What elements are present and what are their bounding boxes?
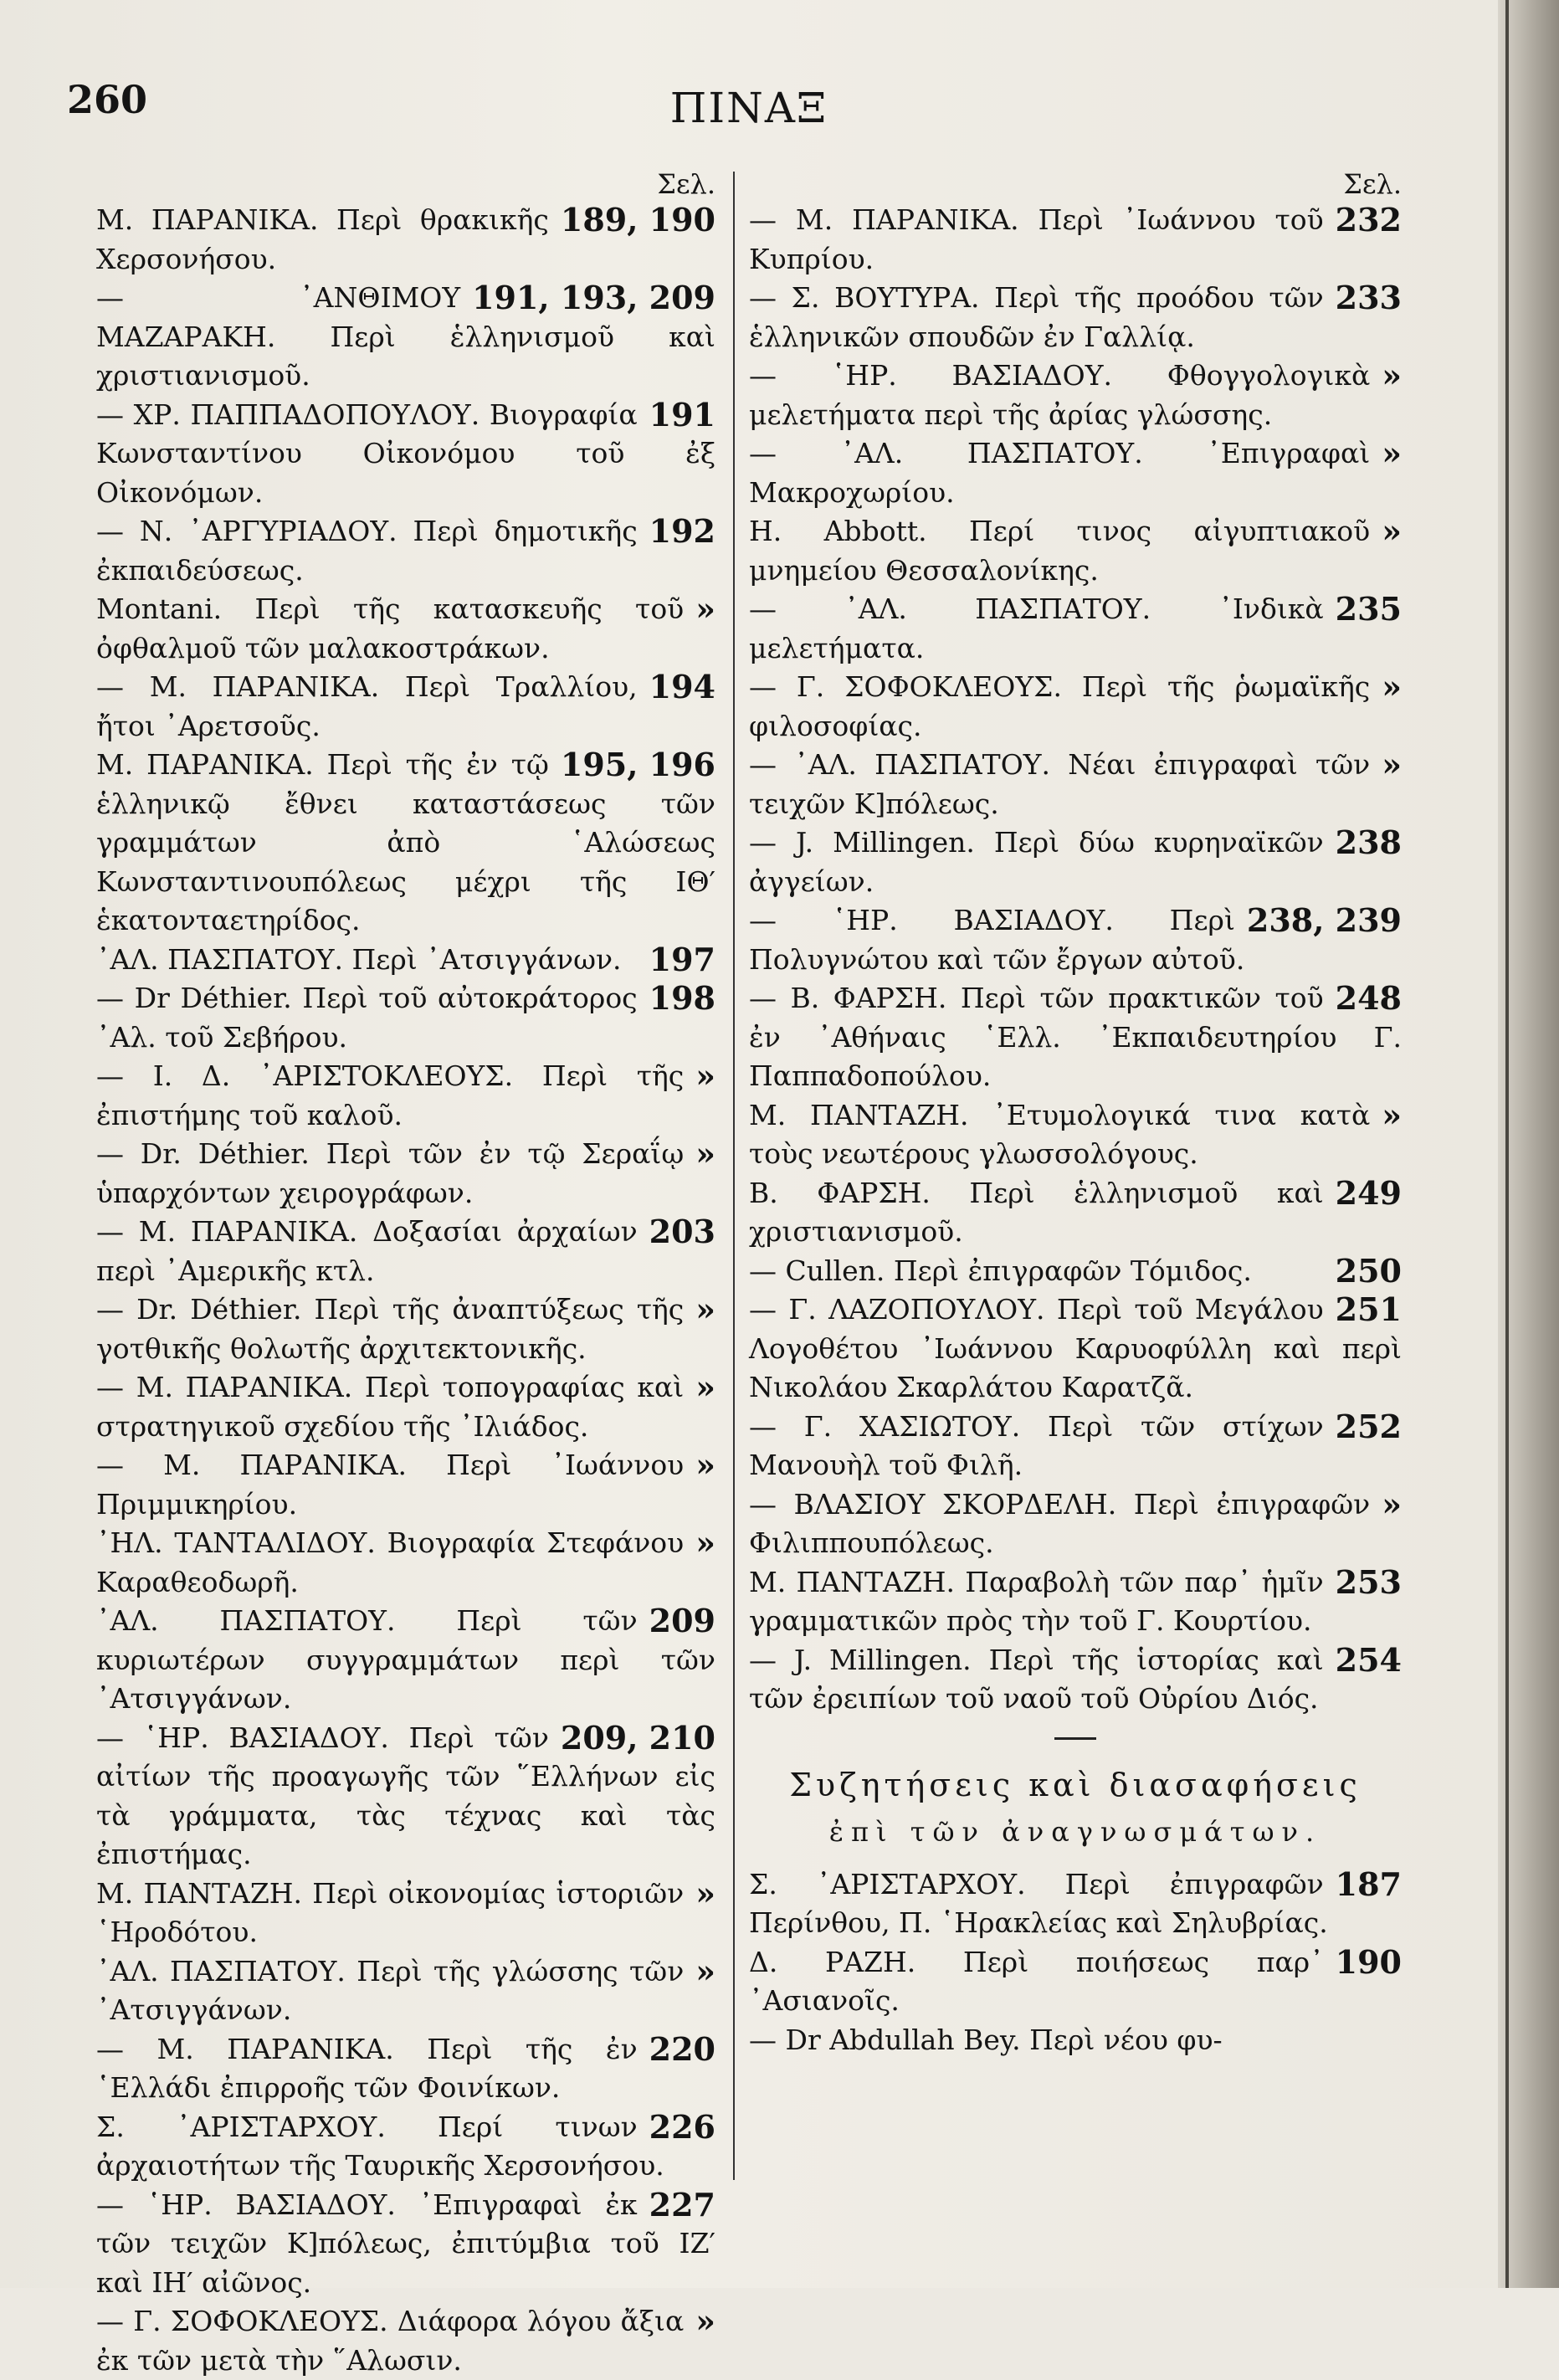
index-entry bbox=[96, 1135, 715, 1213]
right-entry-list bbox=[749, 201, 1402, 1719]
index-entry bbox=[749, 979, 1402, 1096]
index-entry bbox=[749, 668, 1402, 746]
entry-text: Μ. ΠΑΝΤΑΖΗ. Περὶ οἰκονομίας ἱστοριῶν ῾Ηροδότου. bbox=[96, 1876, 685, 1948]
entry-page-ref: 238 bbox=[1335, 823, 1402, 861]
entry-page-ref: » bbox=[695, 2302, 715, 2340]
entry-page-ref: 191, 193, 209 bbox=[472, 279, 715, 316]
index-entry bbox=[749, 823, 1402, 901]
left-entry-list bbox=[96, 201, 715, 2380]
binding-line bbox=[1505, 0, 1509, 2288]
section-rule bbox=[1054, 1737, 1096, 1740]
entry-text: — Μ. ΠΑΡΑΝΙΚΑ. Περὶ ᾿Ιωάννου Πριμμικηρίου. bbox=[96, 1449, 685, 1521]
entry-text: — ῾ΗΡ. ΒΑΣΙΑΔΟΥ. Περὶ Πολυγνώτου καὶ τῶν ἔργων αὐτοῦ. bbox=[749, 904, 1245, 976]
index-entry bbox=[96, 512, 715, 590]
right-column bbox=[749, 167, 1402, 2059]
index-entry bbox=[96, 1602, 715, 1719]
entry-text: — Μ. ΠΑΡΑΝΙΚΑ. Περὶ ᾿Ιωάννου τοῦ Κυπρίου. bbox=[749, 203, 1324, 275]
page-number: 260 bbox=[67, 77, 148, 122]
index-entry bbox=[96, 590, 715, 668]
entry-text: — Β. ΦΑΡΣΗ. Περὶ τῶν πρακτικῶν τοῦ ἐν ᾿Αθήναις ῾Ελλ. ᾿Εκπαιδευτηρίου Γ. Παππαδοπούλου. bbox=[749, 982, 1402, 1092]
entry-page-ref: » bbox=[695, 1368, 715, 1406]
index-entry bbox=[749, 1865, 1402, 1943]
entry-page-ref: 248 bbox=[1335, 979, 1402, 1017]
entry-text: — Μ. ΠΑΡΑΝΙΚΑ. Περὶ Τραλλίου, ἤτοι ᾿Αρετσοῦς. bbox=[96, 670, 638, 742]
index-entry bbox=[96, 2186, 715, 2303]
index-entry bbox=[96, 979, 715, 1057]
index-entry bbox=[749, 590, 1402, 668]
index-entry bbox=[749, 2021, 1402, 2060]
entry-text: — ῾ΗΡ. ΒΑΣΙΑΔΟΥ. ᾿Επιγραφαὶ ἐκ τῶν τειχῶν Κ]πόλεως, ἐπιτύμβια τοῦ ΙΖ′ καὶ ΙΗ′ αἰῶνος. bbox=[96, 2188, 715, 2299]
entry-page-ref: 203 bbox=[649, 1213, 715, 1250]
index-entry bbox=[96, 1719, 715, 1875]
entry-page-ref: 235 bbox=[1335, 590, 1402, 628]
entry-text: — ᾿ΑΛ. ΠΑΣΠΑΤΟΥ. ᾿Επιγραφαὶ Μακροχωρίου. bbox=[749, 437, 1371, 509]
entry-page-ref: 209, 210 bbox=[560, 1718, 715, 1757]
entry-text: — ῾ΗΡ. ΒΑΣΙΑΔΟΥ. Περὶ τῶν αἰτίων τῆς προαγωγῆς τῶν ῞Ελλήνων εἰς τὰ γράμματα, τὰς τέχνας καὶ τὰς ἐπιστήμας. bbox=[96, 1721, 715, 1870]
entry-text: Σ. ᾿ΑΡΙΣΤΑΡΧΟΥ. Περὶ ἐπιγραφῶν Περίνθου, Π. ῾Ηρακλείας καὶ Σηλυβρίας. bbox=[749, 1867, 1328, 1939]
index-entry bbox=[749, 1290, 1402, 1408]
entry-page-ref: » bbox=[1382, 668, 1402, 705]
entry-text: ᾿ΑΛ. ΠΑΣΠΑΤΟΥ. Περὶ ᾿Ατσιγγάνων. bbox=[96, 942, 622, 976]
entry-page-ref: 189, 190 bbox=[560, 201, 715, 239]
section-heading: Συζητήσεις καὶ διασαφήσεις bbox=[789, 1766, 1362, 1803]
entry-page-ref: 197 bbox=[649, 940, 715, 978]
entry-text: Δ. ΡΑΖΗ. Περὶ ποιήσεως παρ᾿ ᾿Ασιανοῖς. bbox=[749, 1945, 1324, 2017]
index-entry bbox=[96, 1368, 715, 1446]
entry-text: Μ. ΠΑΡΑΝΙΚΑ. Περὶ τῆς ἐν τῷ ἑλληνικῷ ἔθνει καταστάσεως τῶν γραμμάτων ἀπὸ ῾Αλώσεως Κωνσταντινουπόλεως μέχρι τῆς ΙΘ′ ἑκατονταετηρίδος. bbox=[96, 748, 715, 936]
index-entry bbox=[749, 1485, 1402, 1563]
entry-page-ref: 209 bbox=[649, 1602, 715, 1639]
entry-text: — Γ. ΣΟΦΟΚΛΕΟΥΣ. Διάφορα λόγου ἄξια ἐκ τῶν μετὰ τὴν ῞Αλωσιν. bbox=[96, 2305, 685, 2377]
entry-page-ref: 191 bbox=[649, 395, 715, 433]
entry-page-ref: » bbox=[1382, 434, 1402, 472]
index-entry bbox=[749, 1641, 1402, 1719]
index-entry bbox=[749, 1252, 1402, 1291]
entry-text: Μ. ΠΑΝΤΑΖΗ. Παραβολὴ τῶν παρ᾿ ἡμῖν γραμματικῶν πρὸς τὴν τοῦ Γ. Κουρτίου. bbox=[749, 1565, 1324, 1637]
entry-page-ref: » bbox=[1382, 746, 1402, 783]
section-entry-list bbox=[749, 1865, 1402, 2060]
entry-text: Β. ΦΑΡΣΗ. Περὶ ἑλληνισμοῦ καὶ χριστιανισμοῦ. bbox=[749, 1176, 1324, 1248]
index-entry bbox=[96, 1057, 715, 1135]
index-entry bbox=[96, 1213, 715, 1290]
entry-text: — Μ. ΠΑΡΑΝΙΚΑ. Δοξασίαι ἀρχαίων περὶ ᾿Αμερικῆς κτλ. bbox=[96, 1215, 638, 1287]
entry-page-ref: » bbox=[1382, 1095, 1402, 1134]
entry-text: — Μ. ΠΑΡΑΝΙΚΑ. Περὶ τῆς ἐν ῾Ελλάδι ἐπιρροῆς τῶν Φοινίκων. bbox=[96, 2032, 638, 2104]
entry-text: Η. Abbott. Περί τινος αἰγυπτιακοῦ μνημείου Θεσσαλονίκης. bbox=[749, 515, 1371, 587]
entry-text: — Γ. ΛΑΖΟΠΟΥΛΟΥ. Περὶ τοῦ Μεγάλου Λογοθέτου ᾿Ιωάννου Καρυοφύλλη καὶ περὶ Νικολάου Σκαρλάτου Καρατζᾶ. bbox=[749, 1293, 1402, 1403]
entry-text: — Ι. Δ. ᾿ΑΡΙΣΤΟΚΛΕΟΥΣ. Περὶ τῆς ἐπιστήμης τοῦ καλοῦ. bbox=[96, 1059, 685, 1131]
index-entry bbox=[749, 1096, 1402, 1174]
entry-text: — ᾿ΑΝΘΙΜΟΥ ΜΑΖΑΡΑΚΗ. Περὶ ἑλληνισμοῦ καὶ χριστιανισμοῦ. bbox=[96, 281, 715, 392]
entry-page-ref: 226 bbox=[649, 2107, 715, 2146]
entry-page-ref: » bbox=[695, 1952, 715, 1990]
index-entry bbox=[96, 279, 715, 396]
index-entry bbox=[749, 201, 1402, 279]
entry-page-ref: 233 bbox=[1335, 279, 1402, 316]
entry-page-ref: 251 bbox=[1335, 1290, 1402, 1328]
entry-page-ref: 249 bbox=[1335, 1173, 1402, 1212]
entry-page-ref: » bbox=[695, 1290, 715, 1328]
index-entry bbox=[96, 1875, 715, 1952]
entry-text: — ῾ΗΡ. ΒΑΣΙΑΔΟΥ. Φθογγολογικὰ μελετήματα περὶ τῆς ἀρίας γλώσσης. bbox=[749, 359, 1371, 431]
entry-text: — ΒΛΑΣΙΟΥ ΣΚΟΡΔΕΛΗ. Περὶ ἐπιγραφῶν Φιλιππουπόλεως. bbox=[749, 1487, 1371, 1559]
entry-text: — Σ. ΒΟΥΤΥΡΑ. Περὶ τῆς προόδου τῶν ἑλληνικῶν σπουδῶν ἐν Γαλλίᾳ. bbox=[749, 281, 1324, 353]
entry-text: — Γ. ΧΑΣΙΩΤΟΥ. Περὶ τῶν στίχων Μανουὴλ τοῦ Φιλῆ. bbox=[749, 1409, 1324, 1481]
index-entry bbox=[96, 668, 715, 746]
entry-page-ref: » bbox=[695, 1135, 715, 1172]
index-entry bbox=[749, 746, 1402, 823]
entry-page-ref: 190 bbox=[1335, 1942, 1402, 1981]
index-entry bbox=[749, 512, 1402, 590]
entry-text: ᾿ΑΛ. ΠΑΣΠΑΤΟΥ. Περὶ τῶν κυριωτέρων συγγραμμάτων περὶ τῶν ᾿Ατσιγγάνων. bbox=[96, 1604, 715, 1715]
entry-text: — Cullen. Περὶ ἐπιγραφῶν Τόμιδος. bbox=[749, 1254, 1252, 1287]
index-entry bbox=[96, 396, 715, 513]
entry-text: — ᾿ΑΛ. ΠΑΣΠΑΤΟΥ. ᾿Ινδικὰ μελετήματα. bbox=[749, 592, 1324, 664]
index-entry bbox=[96, 2108, 715, 2186]
entry-page-ref: » bbox=[695, 1057, 715, 1095]
entry-text: ᾿ΗΛ. ΤΑΝΤΑΛΙΔΟΥ. Βιογραφία Στεφάνου Καραθεοδωρῆ. bbox=[96, 1526, 685, 1598]
entry-page-ref: 194 bbox=[649, 668, 715, 705]
entry-page-ref: 252 bbox=[1335, 1407, 1402, 1445]
index-entry bbox=[749, 901, 1402, 979]
index-entry bbox=[96, 1290, 715, 1368]
index-entry bbox=[749, 1174, 1402, 1252]
index-entry bbox=[749, 1943, 1402, 2021]
index-entry bbox=[749, 434, 1402, 512]
left-column bbox=[96, 167, 715, 2380]
entry-page-ref: 187 bbox=[1335, 1865, 1402, 1903]
entry-page-ref: 250 bbox=[1335, 1251, 1402, 1290]
index-entry bbox=[749, 1563, 1402, 1641]
entry-page-ref: 254 bbox=[1335, 1640, 1402, 1679]
left-sel-label: Σελ. bbox=[657, 168, 715, 200]
running-head: ΠΙΝΑΞ bbox=[669, 84, 828, 132]
entry-page-ref: 192 bbox=[649, 512, 715, 550]
entry-page-ref: 220 bbox=[649, 2029, 715, 2068]
index-entry bbox=[96, 941, 715, 980]
index-entry bbox=[96, 1446, 715, 1524]
section-subheading: ἐπὶ τῶν ἀναγνωσμάτων. bbox=[828, 1815, 1322, 1848]
entry-text: — Dr Déthier. Περὶ τοῦ αὐτοκράτορος ᾿Αλ. τοῦ Σεβήρου. bbox=[96, 982, 638, 1054]
entry-page-ref: 227 bbox=[649, 2185, 715, 2224]
entry-text: — ΧΡ. ΠΑΠΠΑΔΟΠΟΥΛΟΥ. Βιογραφία Κωνσταντίνου Οἰκονόμου τοῦ ἐξ Οἰκονόμων. bbox=[96, 398, 715, 509]
entry-text: — Γ. ΣΟΦΟΚΛΕΟΥΣ. Περὶ τῆς ῥωμαϊκῆς φιλοσοφίας. bbox=[749, 670, 1371, 742]
index-entry bbox=[96, 2302, 715, 2380]
index-entry bbox=[96, 1524, 715, 1602]
index-entry bbox=[749, 1408, 1402, 1485]
entry-text: — Μ. ΠΑΡΑΝΙΚΑ. Περὶ τοπογραφίας καὶ στρατηγικοῦ σχεδίου τῆς ᾿Ιλιάδος. bbox=[96, 1371, 685, 1443]
entry-page-ref: » bbox=[695, 1446, 715, 1484]
index-entry bbox=[96, 2030, 715, 2108]
index-entry bbox=[96, 746, 715, 941]
column-divider bbox=[733, 172, 735, 2180]
entry-page-ref: » bbox=[1382, 356, 1402, 394]
entry-page-ref: » bbox=[695, 590, 715, 628]
entry-text: — Ν. ᾿ΑΡΓΥΡΙΑΔΟΥ. Περὶ δημοτικῆς ἐκπαιδεύσεως. bbox=[96, 515, 638, 587]
entry-page-ref: » bbox=[1382, 1485, 1402, 1523]
entry-page-ref: 195, 196 bbox=[560, 746, 715, 783]
entry-text: Montani. Περὶ τῆς κατασκευῆς τοῦ ὀφθαλμοῦ τῶν μαλακοστράκων. bbox=[96, 592, 685, 664]
entry-text: ᾿ΑΛ. ΠΑΣΠΑΤΟΥ. Περὶ τῆς γλώσσης τῶν ᾿Ατσιγγάνων. bbox=[96, 1954, 685, 2026]
entry-page-ref: 232 bbox=[1335, 201, 1402, 239]
entry-page-ref: » bbox=[1382, 512, 1402, 550]
entry-page-ref: » bbox=[695, 1524, 715, 1562]
entry-text: — Dr. Déthier. Περὶ τῶν ἐν τῷ Σεραΐῳ ὑπαρχόντων χειρογράφων. bbox=[96, 1137, 685, 1209]
entry-page-ref: 253 bbox=[1335, 1562, 1402, 1601]
entry-text: — ᾿ΑΛ. ΠΑΣΠΑΤΟΥ. Νέαι ἐπιγραφαὶ τῶν τειχῶν Κ]πόλεως. bbox=[749, 748, 1371, 820]
entry-page-ref: » bbox=[695, 1874, 715, 1912]
index-entry bbox=[96, 1952, 715, 2030]
right-sel-label: Σελ. bbox=[1343, 168, 1402, 200]
entry-text: — Dr. Déthier. Περὶ τῆς ἀναπτύξεως τῆς γοτθικῆς θολωτῆς ἀρχιτεκτονικῆς. bbox=[96, 1293, 685, 1365]
index-entry bbox=[749, 279, 1402, 356]
index-entry bbox=[96, 201, 715, 279]
entry-text: — J. Millingen. Περὶ δύω κυρηναϊκῶν ἀγγείων. bbox=[749, 826, 1324, 898]
entry-text: Σ. ᾿ΑΡΙΣΤΑΡΧΟΥ. Περί τινων ἀρχαιοτήτων τῆς Ταυρικῆς Χερσονήσου. bbox=[96, 2110, 664, 2182]
entry-page-ref: 238, 239 bbox=[1246, 901, 1402, 939]
entry-text: Μ. ΠΑΡΑΝΙΚΑ. Περὶ θρακικῆς Χερσονήσου. bbox=[96, 203, 549, 275]
index-entry bbox=[749, 356, 1402, 434]
entry-text: — Dr Abdullah Bey. Περὶ νέου φυ- bbox=[749, 2023, 1223, 2056]
entry-text: — J. Millingen. Περὶ τῆς ἱστορίας καὶ τῶν ἐρειπίων τοῦ ναοῦ τοῦ Οὐρίου Διός. bbox=[749, 1643, 1324, 1715]
entry-page-ref: 198 bbox=[649, 979, 715, 1017]
entry-text: Μ. ΠΑΝΤΑΖΗ. ᾿Ετυμολογικά τινα κατὰ τοὺς νεωτέρους γλωσσολόγους. bbox=[749, 1098, 1371, 1170]
